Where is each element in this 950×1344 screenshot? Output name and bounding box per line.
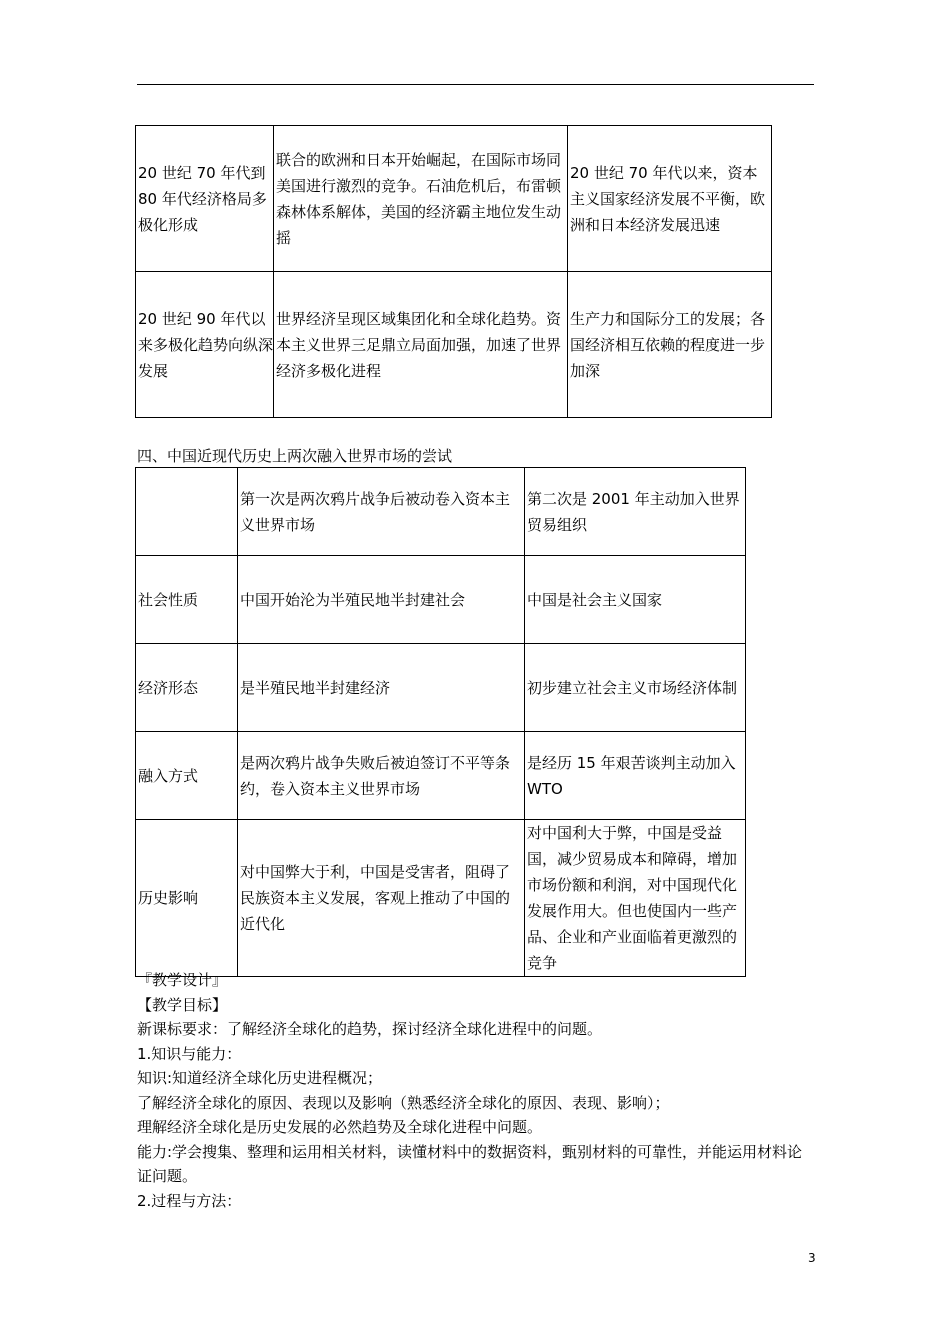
first-cell: 是两次鸦片战争失败后被迫签订不平等条约，卷入资本主义世界市场 [238,732,525,820]
corner-cell [136,468,238,556]
period-cell: 20 世纪 90 年代以来多极化趋势向纵深发展 [136,272,274,418]
row-label: 融入方式 [136,732,238,820]
row-label: 社会性质 [136,556,238,644]
row-label: 历史影响 [136,820,238,977]
content-cell: 世界经济呈现区域集团化和全球化趋势。资本主义世界三足鼎立局面加强，加速了世界经济多极化进程 [274,272,568,418]
table-row [136,732,746,820]
page-number: 3 [808,1251,816,1265]
table-row [136,556,746,644]
item2-heading: 2.过程与方法： [137,1191,242,1210]
economic-pattern-table [135,125,772,418]
second-cell: 是经历 15 年艰苦谈判主动加入 WTO [525,732,746,820]
ability-text: 能力:学会搜集、整理和运用相关材料，读懂材料中的数据资料，甄别材料的可靠性，并能运用材料论证问题。 [137,1142,803,1185]
reason-cell: 生产力和国际分工的发展；各国经济相互依赖的程度进一步加深 [568,272,772,418]
reason-cell: 20 世纪 70 年代以来，资本主义国家经济发展不平衡，欧洲和日本经济发展迅速 [568,126,772,272]
table-row [136,644,746,732]
first-cell: 对中国弊大于利，中国是受害者，阻碍了民族资本主义发展，客观上推动了中国的近代化 [238,820,525,977]
goal-heading: 【教学目标】 [137,995,228,1014]
curriculum-text: 新课标要求：了解经济全球化的趋势，探讨经济全球化进程中的问题。 [137,1020,603,1038]
row-label: 经济形态 [136,644,238,732]
second-cell: 对中国利大于弊，中国是受益国，减少贸易成本和障碍，增加市场份额和利润，对中国现代化发展作用大。但也使国内一些产品、企业和产业面临着更激烈的竞争 [525,820,746,977]
design-heading: 『教学设计』 [137,971,228,989]
section-title: 四、中国近现代历史上两次融入世界市场的尝试 [137,447,453,465]
header-rule [137,84,814,85]
item1-heading: 1.知识与能力： [137,1044,242,1063]
content-cell: 联合的欧洲和日本开始崛起，在国际市场同美国进行激烈的竞争。石油危机后，布雷顿森林体系解体，美国的经济霸主地位发生动摇 [274,126,568,272]
table-row [136,820,746,977]
understand2-text: 理解经济全球化是历史发展的必然趋势及全球化进程中问题。 [137,1118,543,1136]
header-second: 第二次是 2001 年主动加入世界贸易组织 [525,468,746,556]
second-cell: 初步建立社会主义市场经济体制 [525,644,746,732]
knowledge-text: 知识:知道经济全球化历史进程概况； [137,1069,383,1087]
body-text [137,968,817,1213]
period-cell: 20 世纪 70 年代到 80 年代经济格局多极化形成 [136,126,274,272]
china-world-market-table [135,467,746,977]
header-first: 第一次是两次鸦片战争后被动卷入资本主义世界市场 [238,468,525,556]
understand1-text: 了解经济全球化的原因、表现以及影响（熟悉经济全球化的原因、表现、影响）； [137,1093,670,1112]
table-row [136,272,772,418]
table-row [136,126,772,272]
second-cell: 中国是社会主义国家 [525,556,746,644]
first-cell: 是半殖民地半封建经济 [238,644,525,732]
table-header-row [136,468,746,556]
first-cell: 中国开始沦为半殖民地半封建社会 [238,556,525,644]
